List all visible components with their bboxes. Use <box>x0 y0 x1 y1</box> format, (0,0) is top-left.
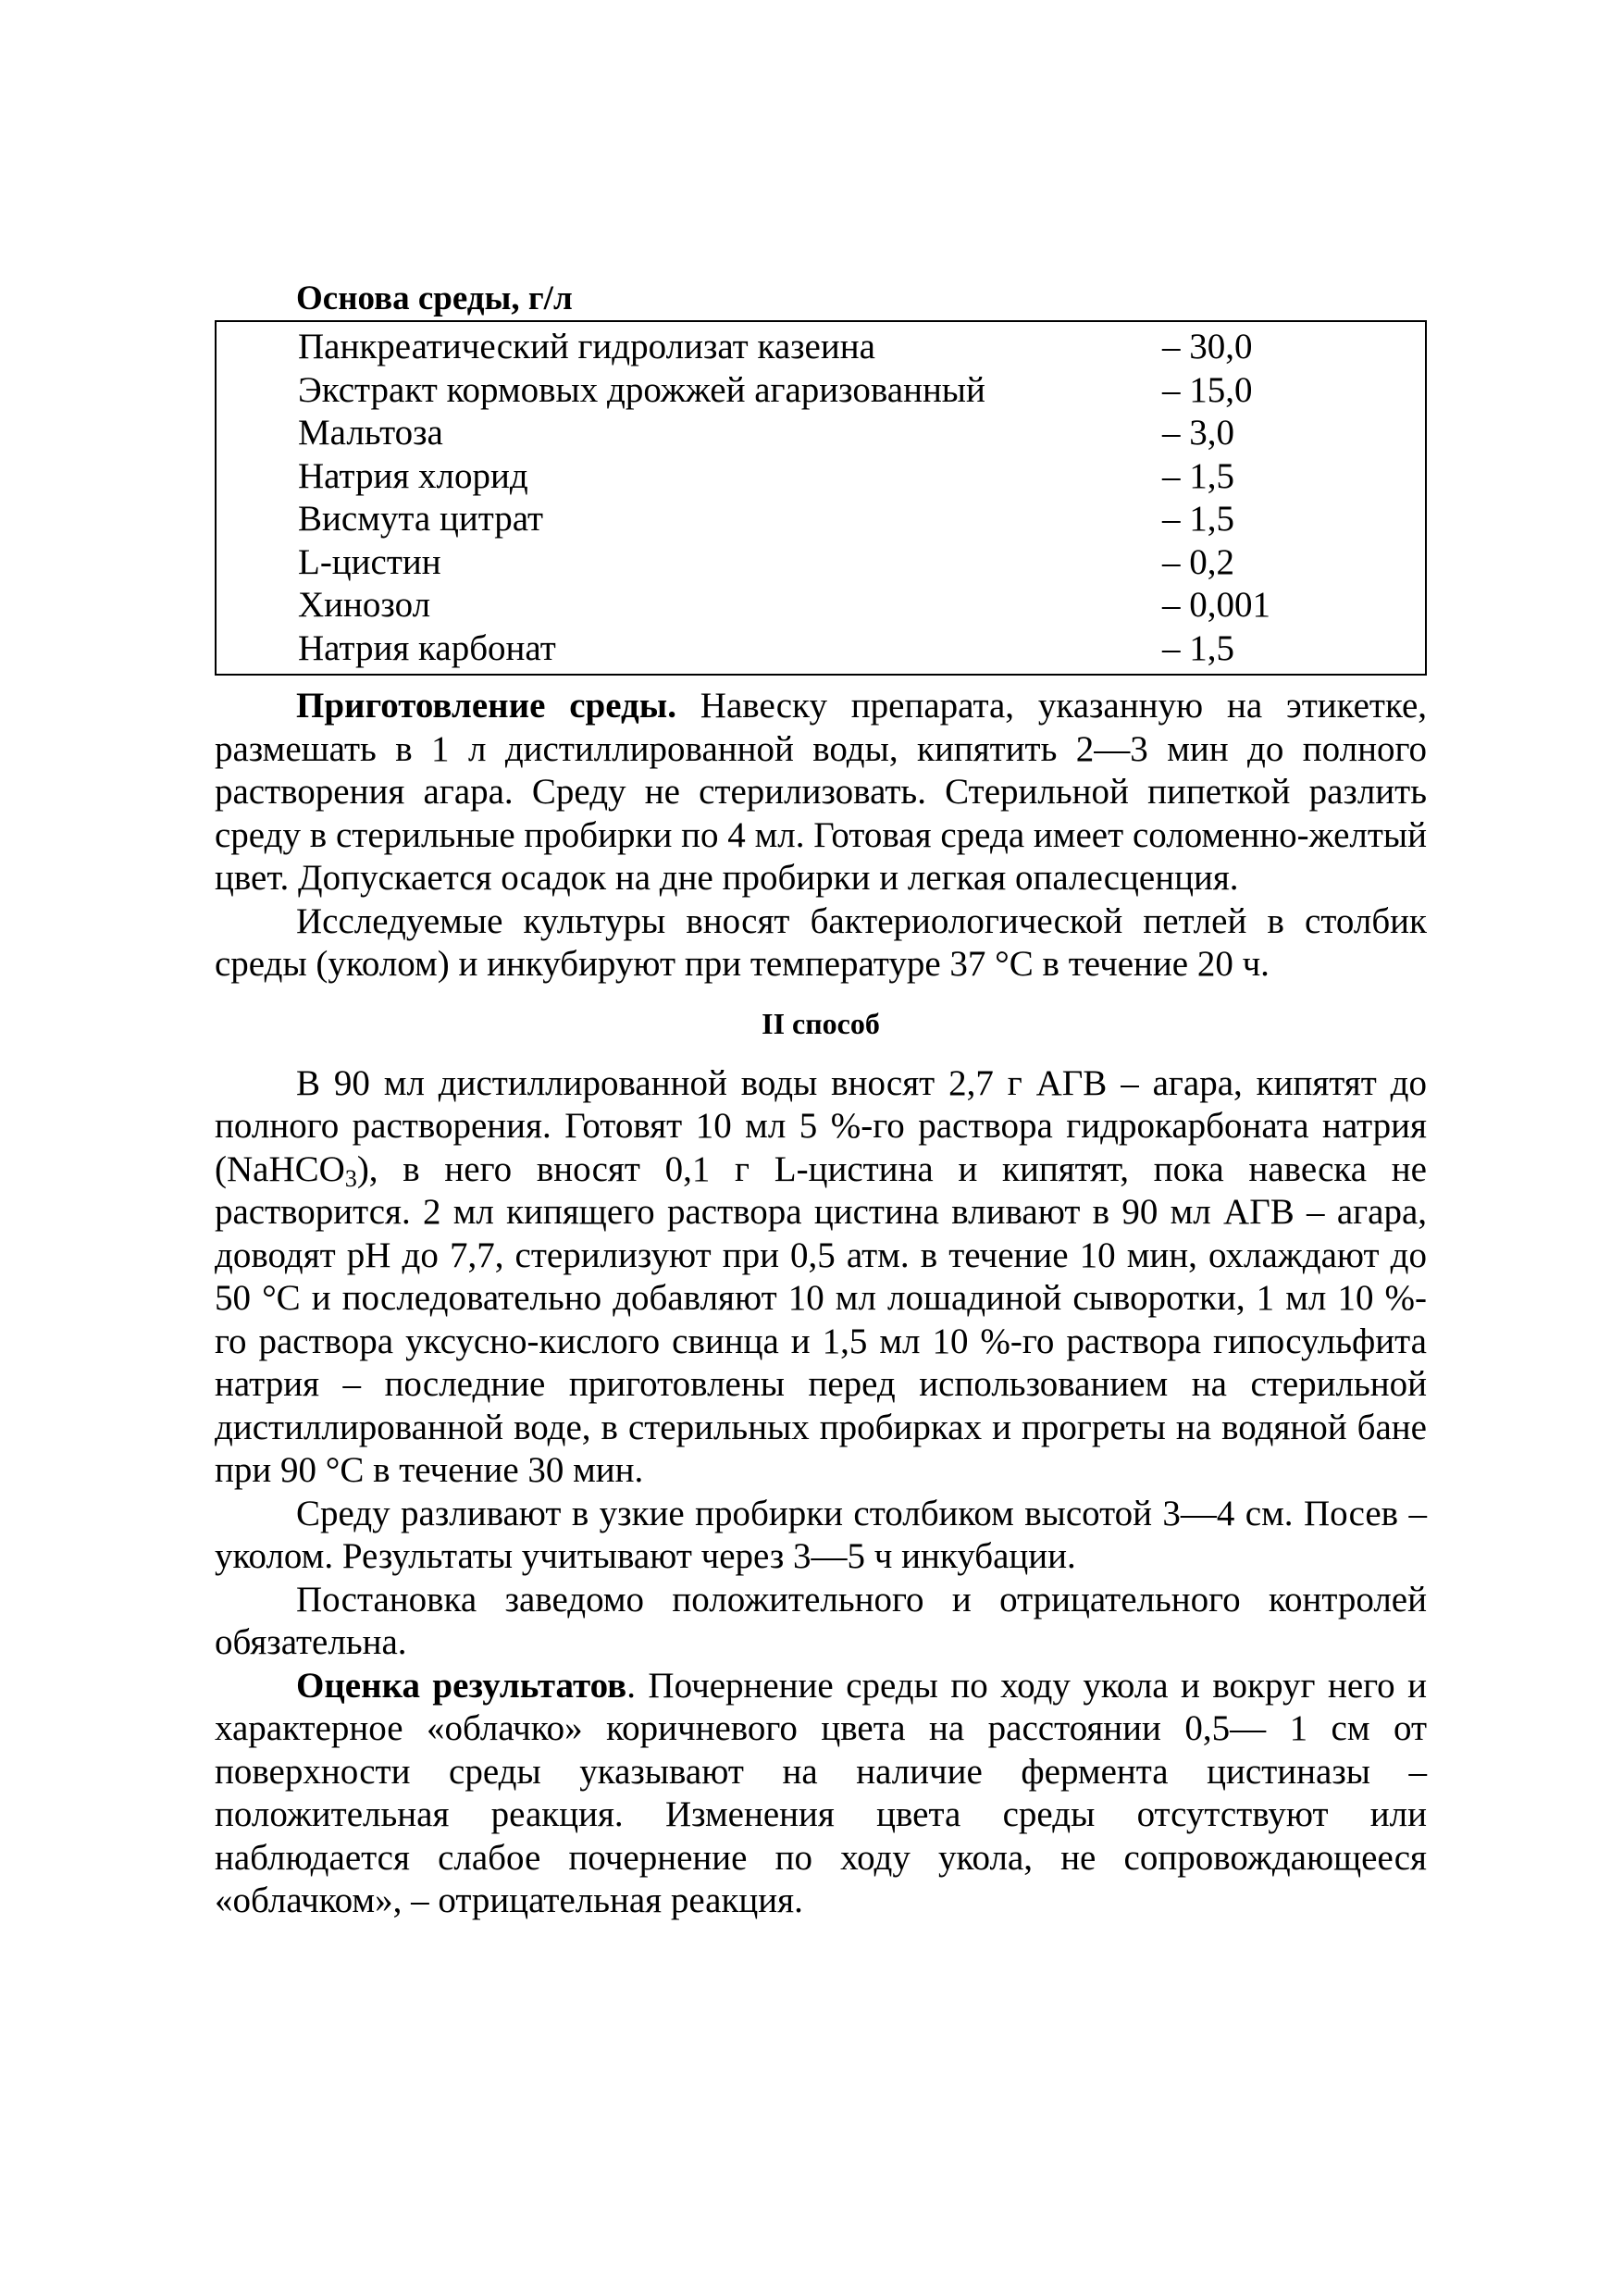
recipe-row <box>298 627 1425 671</box>
inoculation-paragraph: Исследуемые культуры вносят бактериологической петлей в столбик среды (уколом) и инкубируют при температуре 37 °С в течение 20 ч. <box>215 900 1427 984</box>
recipe-row <box>298 584 1425 627</box>
ingredient-name: Экстракт кормовых дрожжей агаризованный <box>298 369 985 410</box>
ingredient-name: Мальтоза <box>298 413 443 453</box>
ingredient-name: Натрия карбонат <box>298 627 556 668</box>
ingredient-amount: – 15,0 <box>1162 369 1253 410</box>
ingredient-amount: – 0,2 <box>1162 541 1234 582</box>
subscript: 3 <box>344 1164 357 1192</box>
recipe-row <box>298 455 1425 499</box>
method2-title: II способ <box>762 1006 880 1040</box>
ingredient-amount: – 0,001 <box>1162 585 1270 625</box>
ingredient-amount: – 1,5 <box>1162 499 1234 539</box>
results-lead: Оценка результатов <box>296 1665 627 1706</box>
ingredient-amount: – 1,5 <box>1162 455 1234 496</box>
method2-paragraph-2: Среду разливают в узкие пробирки столбиком высотой 3—4 см. Посев – уколом. Результаты учитывают через 3—5 ч инкубации. <box>215 1493 1427 1576</box>
results-paragraph <box>215 1665 1427 1923</box>
method2-text-part2: ), в него вносят 0,1 г L-цистина и кипятят, пока навеска не растворится. 2 мл кипящего раствора цистина вливают в 90 мл АГВ – агара, доводят pH до 7,7, стерилизуют при 0,5 атм. в течение 10 мин, охлаждают до 50 °С и последовательно добавляют 10 мл лошадиной сыворотки, 1 мл 10 %-го раствора уксусно-кислого свинца и 1,5 мл 10 %-го раствора гипосульфита натрия – последние приготовлены перед использованием на стерильной дистиллированной воде, в стерильных пробирках и прогреты на водяной бане при 90 °С в течение 30 мин. <box>215 1148 1427 1490</box>
preparation-text: Навеску препарата, указанную на этикетке, размешать в 1 л дистиллированной воды, кипятить 2—3 мин до полного растворения агара. Среду не стерилизовать. Стерильной пипеткой разлить среду в стерильные пробирки по 4 мл. Готовая среда имеет соломенно-желтый цвет. Допускается осадок на дне пробирки и легкая опалесценция. <box>215 686 1427 898</box>
ingredient-amount: – 1,5 <box>1162 627 1234 668</box>
ingredient-name: Панкреатический гидролизат казеина <box>298 327 875 366</box>
ingredient-amount: – 30,0 <box>1162 327 1253 366</box>
recipe-row <box>298 412 1425 455</box>
preparation-paragraph <box>215 685 1427 900</box>
method2-paragraph-1 <box>215 1062 1427 1493</box>
ingredient-amount: – 3,0 <box>1162 413 1234 453</box>
ingredient-name: L-цистин <box>298 541 441 582</box>
ingredient-name: Висмута цитрат <box>298 499 544 539</box>
recipe-table <box>215 320 1427 676</box>
ingredient-name: Натрия хлорид <box>298 455 528 496</box>
document-page <box>215 278 1427 1923</box>
recipe-row <box>298 369 1425 413</box>
ingredient-name: Хинозол <box>298 585 431 625</box>
recipe-row <box>298 326 1425 369</box>
method2-paragraph-3: Постановка заведомо положительного и отрицательного контролей обязательна. <box>215 1579 1427 1662</box>
preparation-lead: Приготовление среды. <box>296 686 676 726</box>
recipe-row <box>298 541 1425 585</box>
results-text: . Почернение среды по ходу укола и вокруг него и характерное «облачко» коричневого цвета на расстоянии 0,5— 1 см от поверхности среды указывают на наличие фермента цистиназы – положительная реакция. Изменения цвета среды отсутствуют или наблюдается слабое почернение по ходу укола, не сопровождающееся «облачком», – отрицательная реакция. <box>215 1665 1427 1920</box>
recipe-heading: Основа среды, г/л <box>296 279 573 317</box>
method2-text-part1: В 90 мл дистиллированной воды вносят 2,7 г АГВ – агара, кипятят до полного растворения. Готовят 10 мл 5 %-го раствора гидрокарбоната натрия (NaHCO <box>215 1062 1427 1189</box>
recipe-row <box>298 498 1425 541</box>
